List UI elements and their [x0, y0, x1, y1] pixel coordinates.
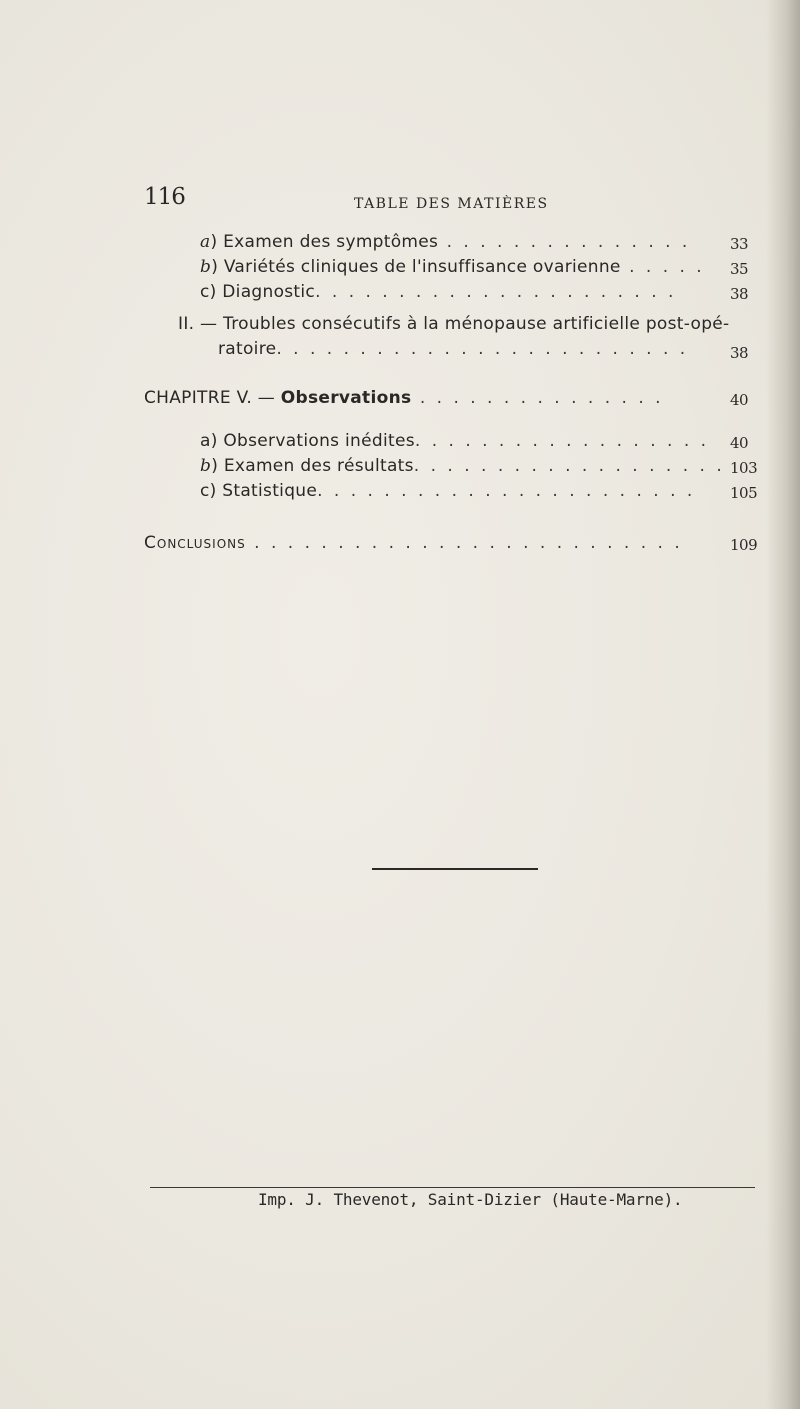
- toc-page-number: 40: [730, 434, 749, 452]
- running-head: TABLE DES MATIÈRES: [354, 196, 549, 212]
- leader-dots: . . . . . . . . . . . . . . . . . . .: [413, 456, 725, 476]
- end-rule: [372, 868, 538, 870]
- toc-entry-observations-inedites: [200, 429, 725, 453]
- toc-entry-label: c) Diagnostic: [200, 282, 316, 302]
- toc-chapter-v: [144, 386, 725, 410]
- toc-entry-conclusions: [144, 531, 725, 555]
- toc-chapter-label: CHAPITRE V. —: [144, 388, 281, 408]
- toc-page-number: 105: [730, 484, 758, 502]
- toc-page-number: 35: [730, 260, 749, 278]
- toc-entry-examen-resultats: [200, 454, 725, 478]
- leader-dots: . . . . .: [620, 257, 705, 277]
- toc-page-number: 103: [730, 459, 758, 477]
- toc-chapter-title: Observations: [280, 388, 412, 408]
- toc-entry-diagnostic: [200, 280, 725, 304]
- toc-entry-label: a) Observations inédites: [200, 431, 415, 451]
- toc-page-number: 109: [730, 536, 758, 554]
- toc-page-number: 33: [730, 235, 749, 253]
- toc-entry-label: b) Variétés cliniques de l'insuffisance ovarienne: [200, 257, 621, 277]
- leader-dots: . . . . . . . . . . . . . . . . . . . . . . . . . .: [245, 533, 683, 553]
- printer-imprint: Imp. J. Thevenot, Saint-Dizier (Haute-Marne).: [258, 1190, 683, 1209]
- toc-entry-examen-symptomes: [200, 230, 725, 254]
- leader-dots: . . . . . . . . . . . . . . . . . . . . . . . . .: [276, 339, 689, 359]
- leader-dots: . . . . . . . . . . . . . . . . . . . . . . .: [317, 481, 696, 501]
- footer-rule: [150, 1187, 755, 1188]
- toc-entry-ratoire: [218, 337, 725, 361]
- toc-entry-label: ratoire: [218, 339, 277, 359]
- leader-dots: . . . . . . . . . . . . . . .: [438, 232, 691, 252]
- toc-entry-label: II. — Troubles consécutifs à la ménopause artificielle post-opé-: [178, 314, 730, 334]
- leader-dots: . . . . . . . . . . . . . . . . . . . . . .: [315, 282, 677, 302]
- leader-dots: . . . . . . . . . . . . . . .: [411, 388, 664, 408]
- toc-page-number: 38: [730, 285, 749, 303]
- page-number: 116: [144, 184, 185, 210]
- toc-page-number: 38: [730, 344, 749, 362]
- toc-entry-label: Conclusions: [144, 533, 246, 553]
- toc-entry-label: c) Statistique: [200, 481, 318, 501]
- toc-entry-statistique: [200, 479, 725, 503]
- toc-entry-label: a) Examen des symptômes: [200, 232, 439, 252]
- toc-entry-varietes-cliniques: [200, 255, 725, 279]
- page-edge-shadow: [766, 0, 800, 1409]
- toc-page-number: 40: [730, 391, 749, 409]
- toc-entry-label: b) Examen des résultats: [200, 456, 414, 476]
- leader-dots: . . . . . . . . . . . . . . . . . .: [414, 431, 710, 451]
- toc-entry-troubles-consecutifs: [178, 312, 748, 336]
